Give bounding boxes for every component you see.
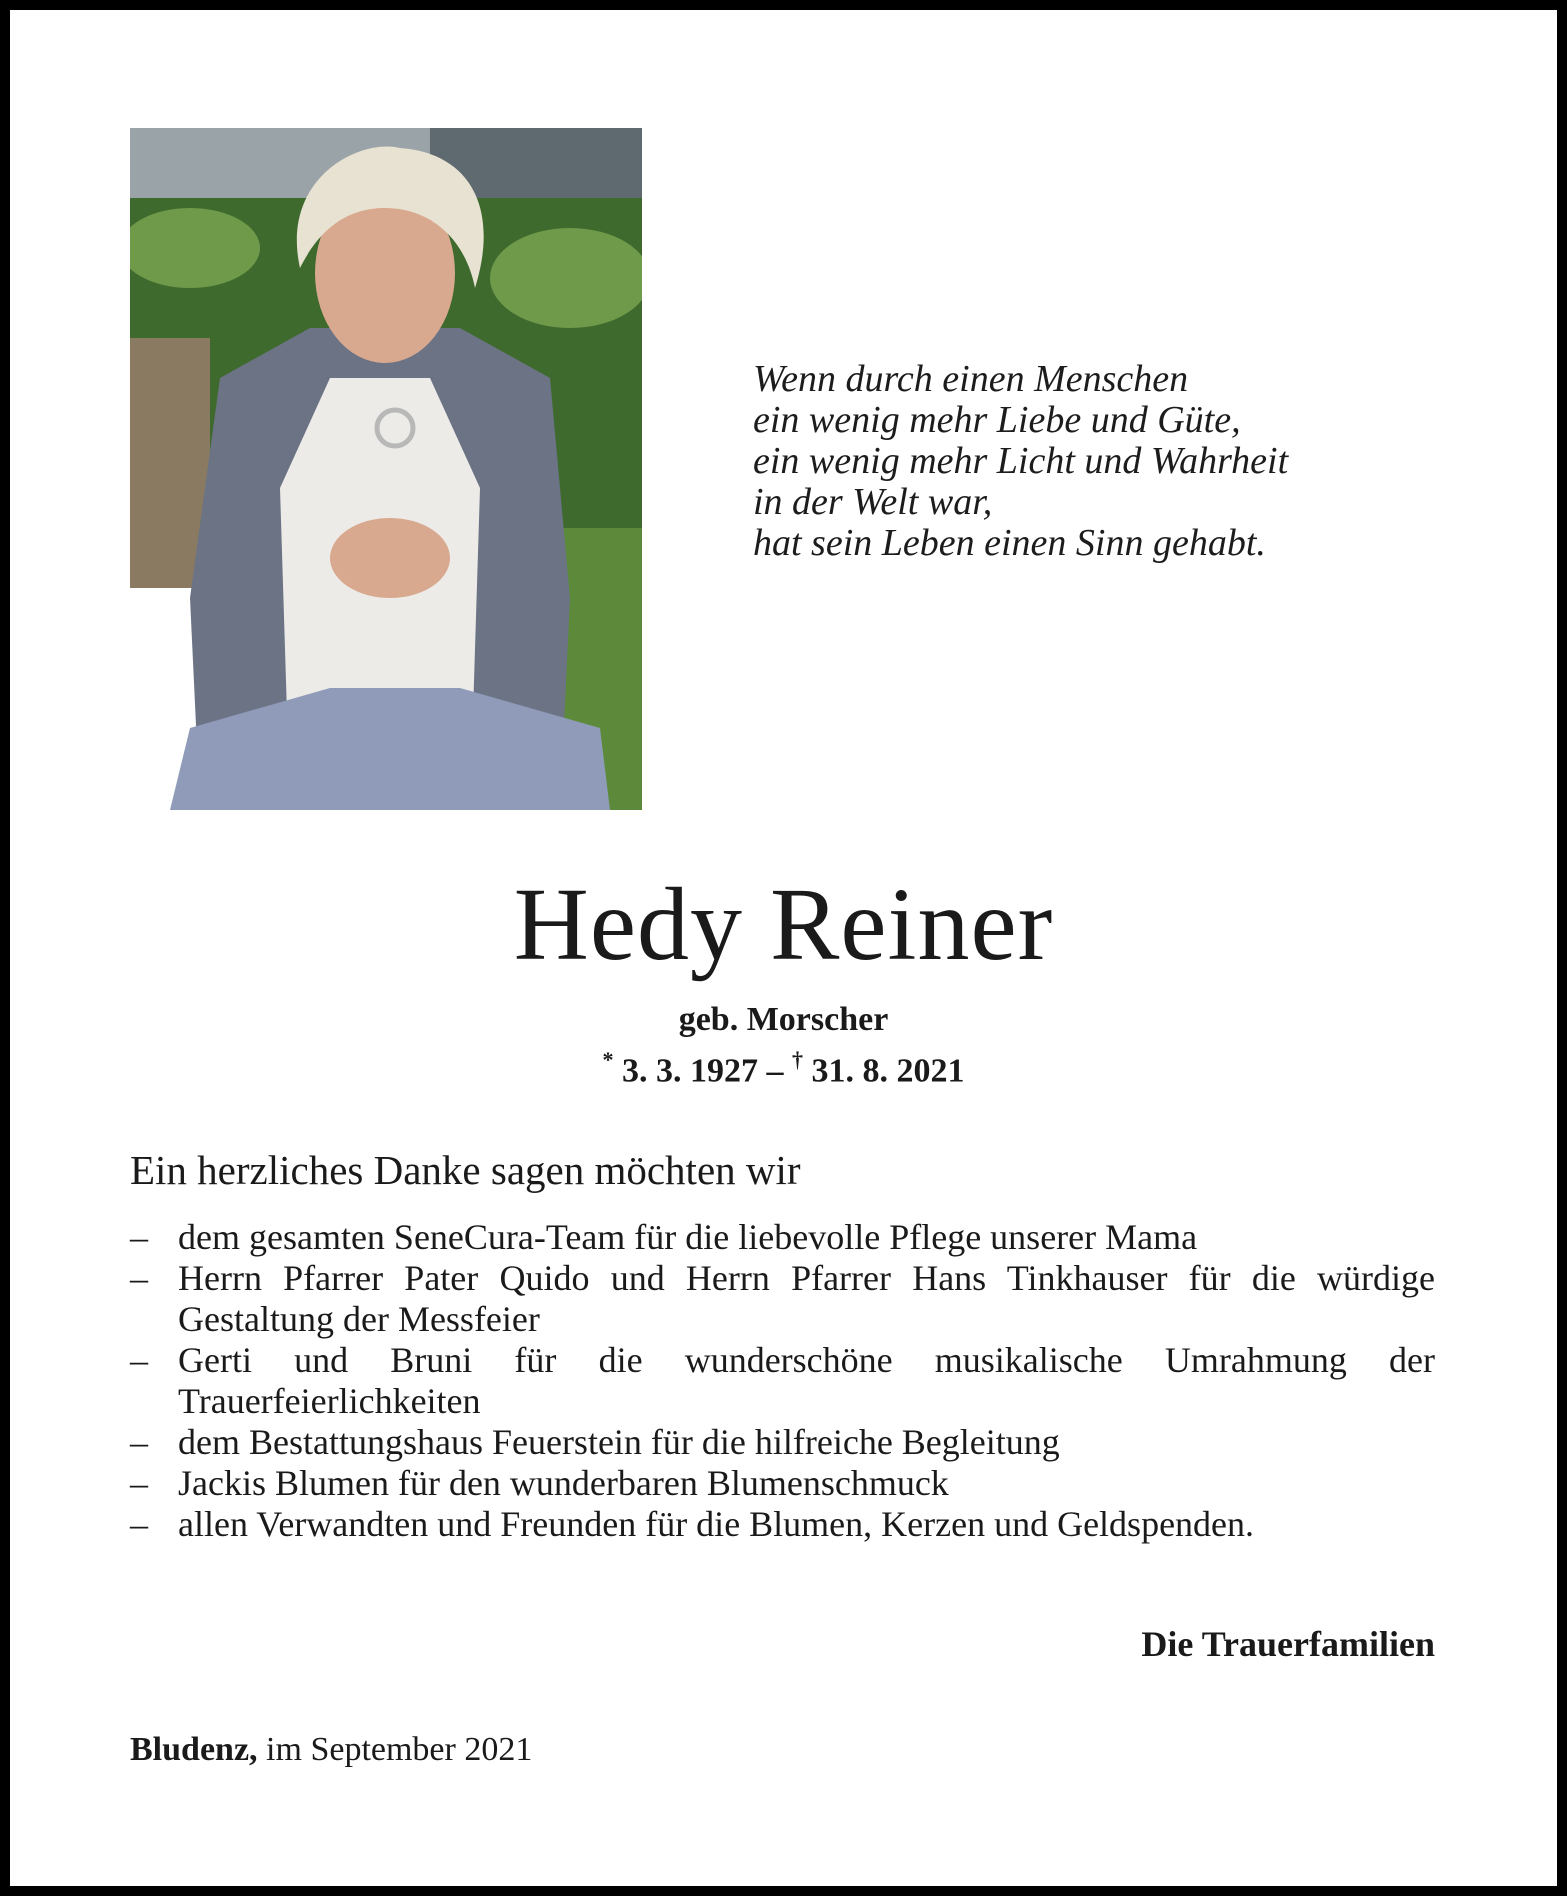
poem-line: ein wenig mehr Licht und Wahrheit — [753, 440, 1289, 482]
poem-line: hat sein Leben einen Sinn gehabt. — [753, 522, 1266, 564]
birth-date: 3. 3. 1927 — [622, 1052, 758, 1090]
place-date — [130, 1728, 532, 1772]
list-item-text: Jackis Blumen für den wunderbaren Blumenschmuck — [178, 1463, 949, 1503]
photo-hands — [330, 518, 450, 598]
dash-bullet: – — [130, 1340, 148, 1380]
dash-bullet: – — [130, 1422, 148, 1462]
list-item — [130, 1258, 1435, 1340]
place-month: im September 2021 — [257, 1731, 533, 1768]
date-separator: – — [758, 1052, 792, 1090]
list-item-text: dem Bestattungshaus Feuerstein für die hilfreiche Begleitung — [178, 1422, 1060, 1462]
list-item — [130, 1217, 1435, 1258]
dash-bullet: – — [130, 1463, 148, 1503]
deceased-name: Hedy Reiner — [513, 867, 1054, 982]
place-town: Bludenz, — [130, 1731, 258, 1768]
signoff: Die Trauerfamilien — [1141, 1624, 1435, 1664]
thanks-heading: Ein herzliches Danke sagen möchten wir — [130, 1147, 801, 1193]
dash-bullet: – — [130, 1258, 148, 1298]
list-item — [130, 1340, 1435, 1422]
dash-bullet: – — [130, 1217, 148, 1257]
poem-line: Wenn durch einen Menschen — [753, 358, 1189, 400]
maiden-name: geb. Morscher — [678, 1001, 889, 1038]
thanks-list — [130, 1217, 1435, 1545]
portrait-photo-icon — [130, 128, 642, 810]
poem-line: in der Welt war, — [753, 481, 993, 523]
list-item — [130, 1504, 1435, 1545]
obituary-page — [10, 10, 1557, 1886]
portrait-photo — [130, 128, 642, 810]
list-item — [130, 1422, 1435, 1463]
death-date: 31. 8. 2021 — [811, 1052, 965, 1090]
poem — [753, 359, 1288, 564]
death-symbol: † — [792, 1047, 803, 1072]
list-item-text: dem gesamten SeneCura-Team für die liebevolle Pflege unserer Mama — [178, 1217, 1198, 1257]
birth-symbol: * — [602, 1047, 614, 1072]
list-item — [130, 1463, 1435, 1504]
list-item-text: Herrn Pfarrer Pater Quido und Herrn Pfarrer Hans Tinkhauser für die würdige Gestaltung der Messfeier — [178, 1258, 1435, 1339]
dash-bullet: – — [130, 1504, 148, 1544]
list-item-text: Gerti und Bruni für die wunderschöne musikalische Umrahmung der Trauerfeierlichkeiten — [178, 1340, 1435, 1421]
life-dates — [10, 1042, 1557, 1091]
list-item-text: allen Verwandten und Freunden für die Blumen, Kerzen und Geldspenden. — [178, 1504, 1255, 1544]
poem-line: ein wenig mehr Liebe und Güte, — [753, 399, 1241, 441]
